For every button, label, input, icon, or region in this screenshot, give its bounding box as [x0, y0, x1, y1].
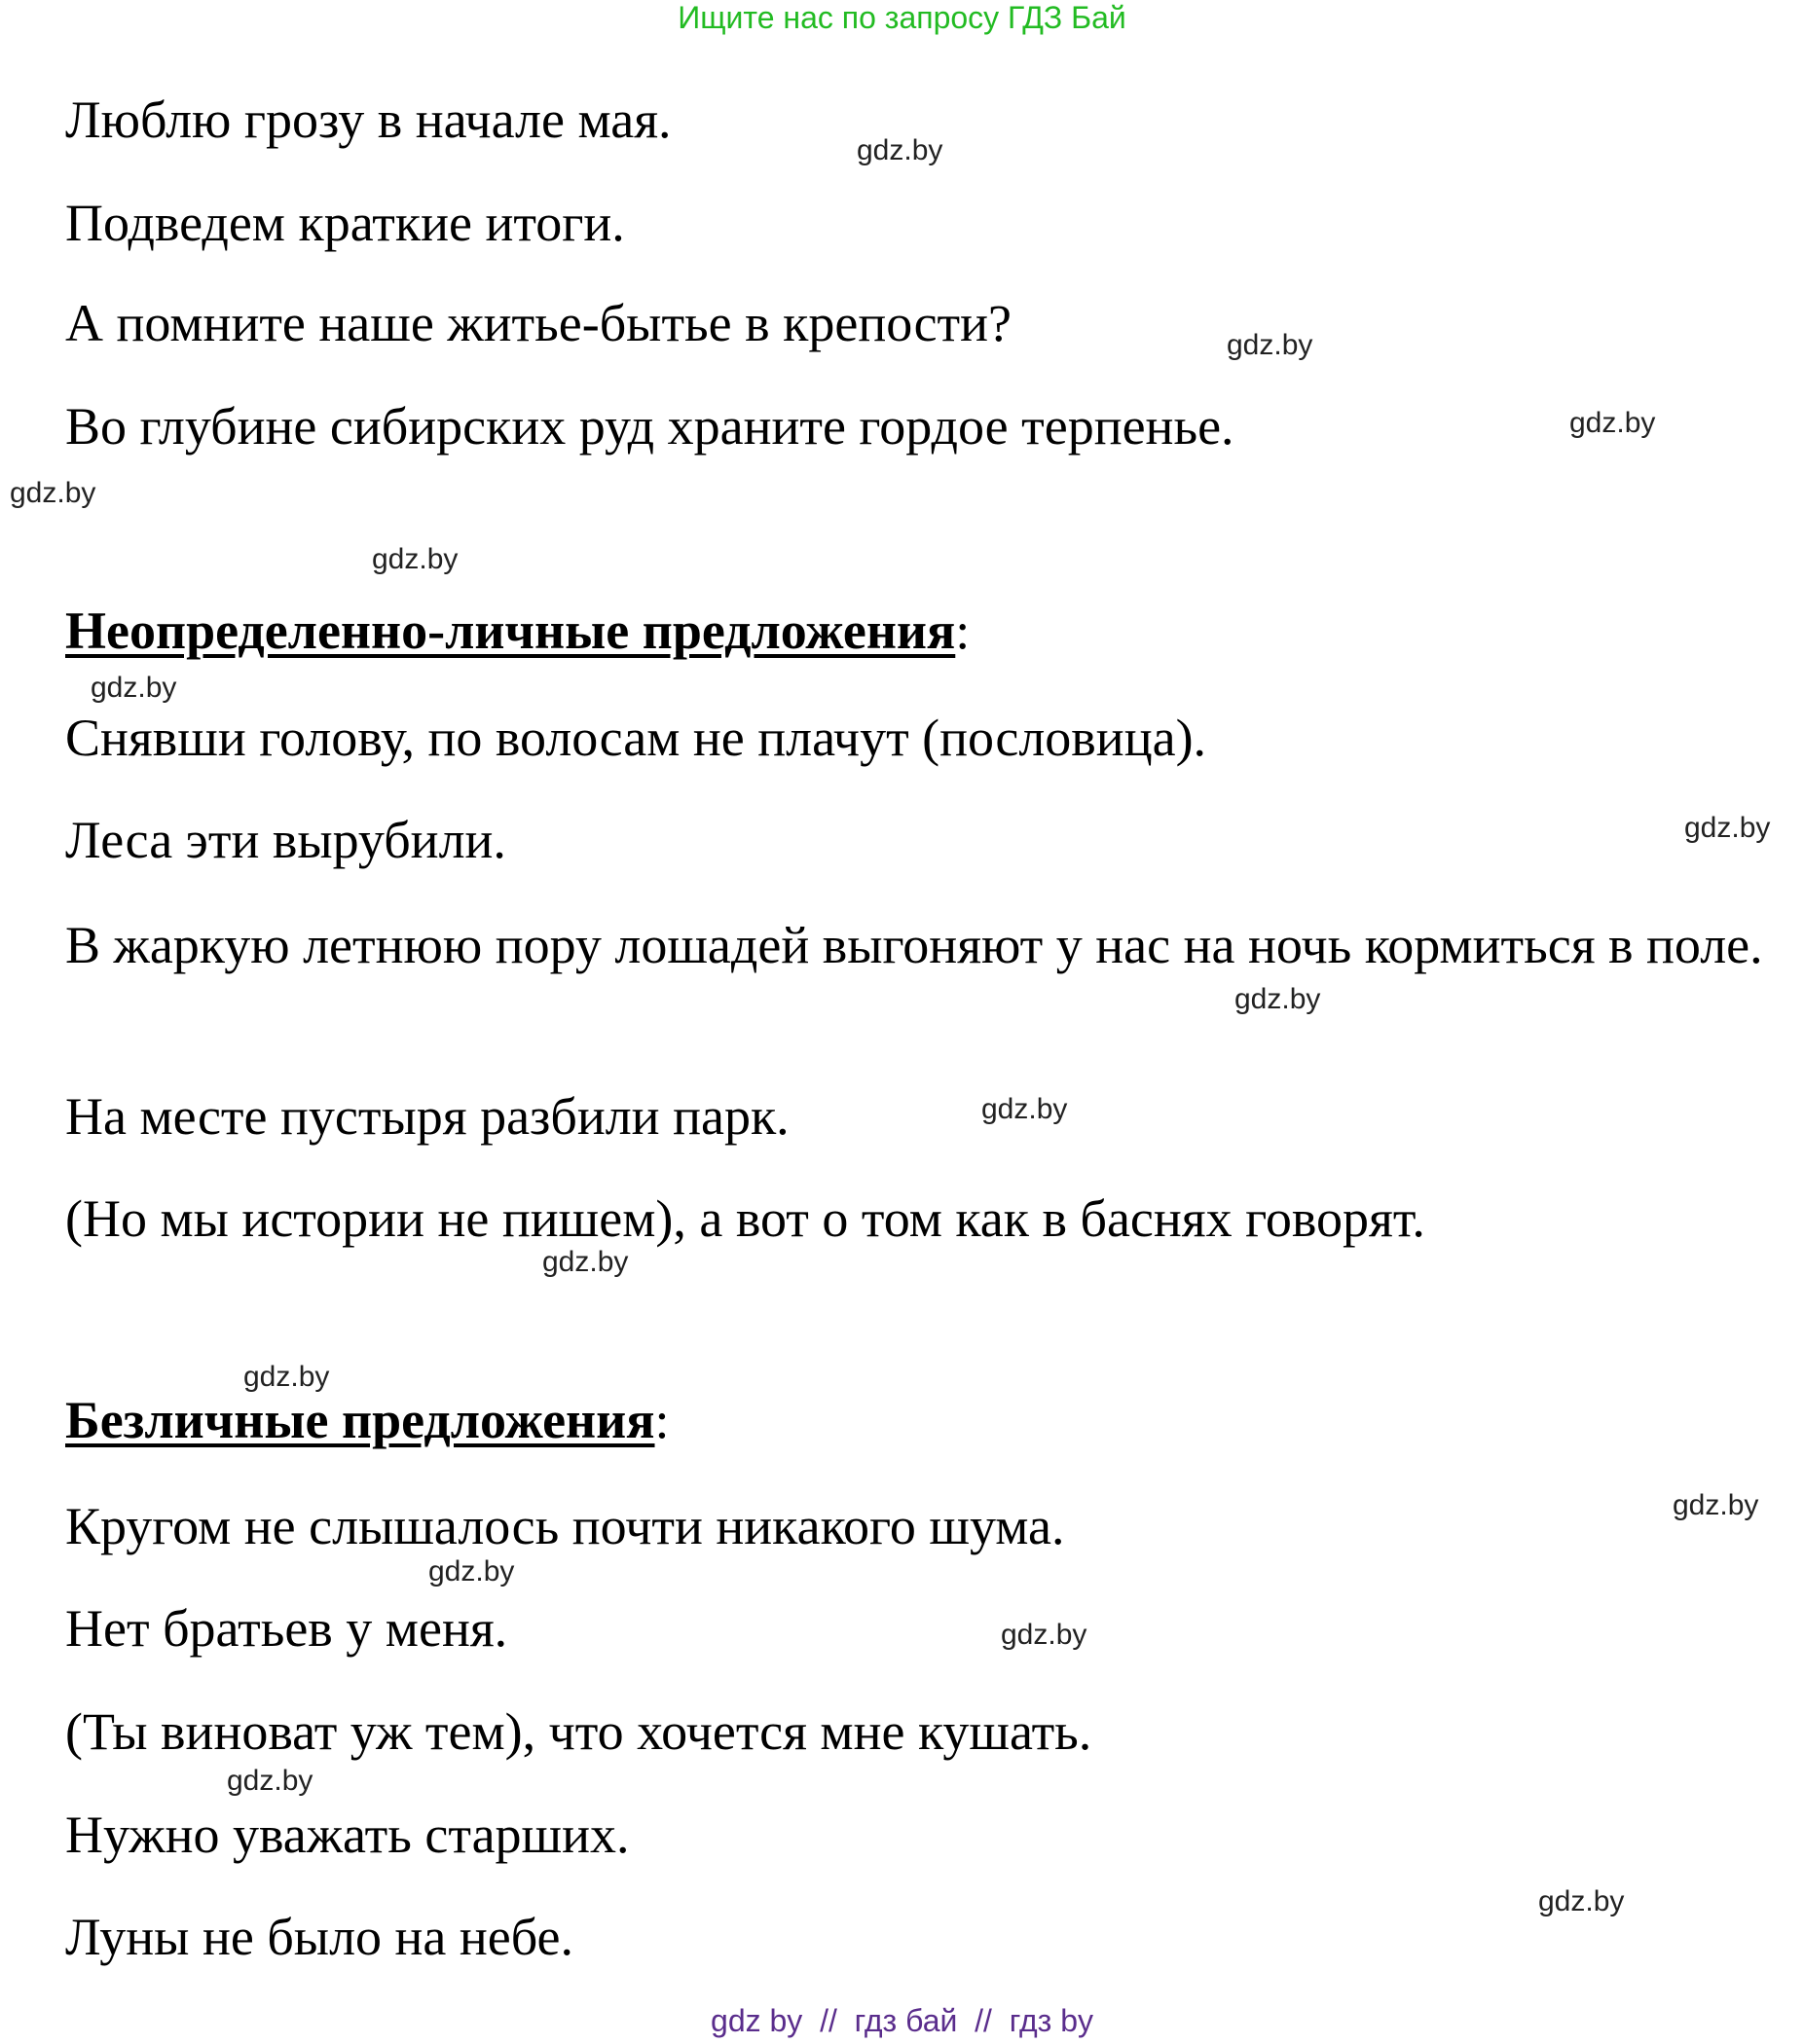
watermark: gdz.by	[857, 134, 943, 166]
sentence-line: Кругом не слышалось почти никакого шума.	[65, 1497, 1065, 1555]
sentence-line: Нужно уважать старших.	[65, 1806, 630, 1864]
heading-colon: :	[654, 1391, 670, 1449]
watermark: gdz.by	[1673, 1489, 1759, 1521]
watermark: gdz.by	[10, 477, 96, 509]
watermark: gdz.by	[243, 1361, 330, 1393]
heading-colon: :	[955, 602, 971, 660]
sentence-line: Луны не было на небе.	[65, 1908, 573, 1966]
section-heading-impersonal	[65, 1391, 670, 1449]
sentence-line: Нет братьев у меня.	[65, 1599, 508, 1658]
sentence-line: Во глубине сибирских руд храните гордое терпенье.	[65, 397, 1234, 456]
watermark: gdz.by	[91, 672, 177, 704]
watermark: gdz.by	[1538, 1885, 1625, 1917]
watermark: gdz.by	[1001, 1619, 1087, 1651]
watermark: gdz.by	[372, 543, 459, 575]
watermark: gdz.by	[428, 1555, 515, 1588]
sentence-line: В жаркую летнюю пору лошадей выгоняют у нас на ночь кормиться в поле.	[65, 916, 1763, 974]
sentence-line: Снявши голову, по волосам не плачут (пословица).	[65, 709, 1207, 767]
watermark: gdz.by	[227, 1765, 313, 1797]
sentence-line: На месте пустыря разбили парк.	[65, 1087, 790, 1146]
sentence-line: (Но мы истории не пишем), а вот о том как в баснях говорят.	[65, 1189, 1425, 1248]
watermark: gdz.by	[1234, 983, 1321, 1015]
watermark: gdz.by	[1569, 407, 1656, 439]
watermark: gdz.by	[1684, 812, 1771, 844]
heading-text: Неопределенно-личные предложения	[65, 602, 956, 660]
watermark: gdz.by	[542, 1246, 629, 1278]
footer-links: gdz by // гдз бай // гдз by	[711, 2003, 1093, 2038]
sentence-line: Люблю грозу в начале мая.	[65, 91, 672, 149]
sentence-line: А помните наше житье-бытье в крепости?	[65, 294, 1012, 352]
heading-text: Безличные предложения	[65, 1391, 655, 1449]
section-heading-indefinite-personal	[65, 602, 970, 660]
watermark: gdz.by	[981, 1093, 1068, 1125]
sentence-line: Подведем краткие итоги.	[65, 194, 625, 252]
sentence-line: Леса эти вырубили.	[65, 811, 506, 869]
watermark: gdz.by	[1227, 329, 1313, 361]
sentence-line: (Ты виноват уж тем), что хочется мне кушать.	[65, 1702, 1092, 1761]
top-banner: Ищите нас по запросу ГДЗ Бай	[678, 0, 1126, 35]
